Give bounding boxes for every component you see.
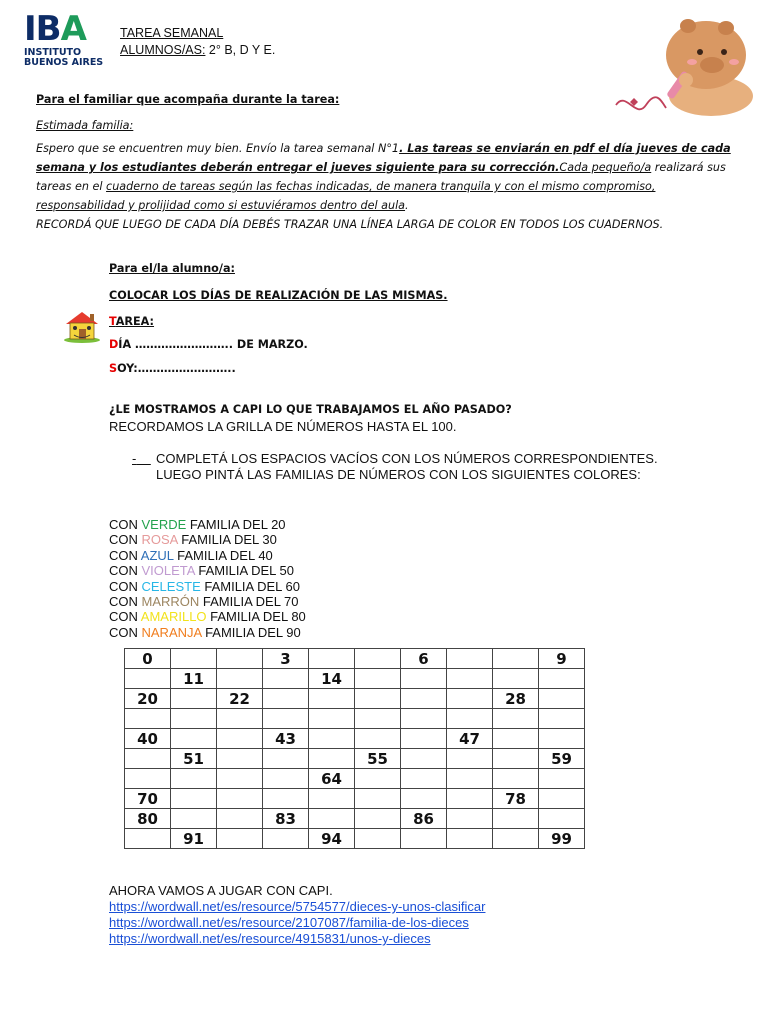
color-prefix: CON (109, 563, 142, 579)
grid-cell-empty[interactable] (263, 669, 309, 689)
grid-cell-empty[interactable] (309, 749, 355, 769)
color-family-row (109, 532, 306, 547)
grid-row (125, 729, 585, 749)
family-heading: Para el familiar que acompaña durante la tarea: (36, 93, 340, 106)
wordwall-link-2[interactable]: https://wordwall.net/es/resource/2107087/familia-de-los-dieces (109, 915, 469, 930)
capybara-illustration (606, 10, 756, 122)
color-family-row (109, 594, 306, 609)
grid-cell-empty[interactable] (125, 749, 171, 769)
grid-cell-empty[interactable] (493, 729, 539, 749)
grid-cell-number: 3 (263, 649, 309, 669)
grid-cell-empty[interactable] (401, 789, 447, 809)
intro-part7: responsabilidad y prolijidad como si estuviéramos dentro del aula (36, 199, 406, 212)
grid-row (125, 829, 585, 849)
grid-cell-number: 99 (539, 829, 585, 849)
color-prefix: CON (109, 624, 142, 640)
grid-cell-empty[interactable] (309, 649, 355, 669)
students-value: 2° B, D Y E. (205, 43, 276, 57)
grid-cell-empty[interactable] (355, 669, 401, 689)
tarea-label: AREA: (115, 315, 155, 328)
grid-cell-empty[interactable] (171, 709, 217, 729)
dia-line (109, 338, 308, 351)
color-family-row (109, 563, 306, 578)
color-family-label: FAMILIA DEL 50 (194, 563, 294, 579)
bullet-marker: - (132, 451, 137, 466)
grid-cell-empty[interactable] (493, 749, 539, 769)
color-family-label: FAMILIA DEL 80 (206, 609, 306, 625)
instruction-paint: LUEGO PINTÁ LAS FAMILIAS DE NÚMEROS CON LOS SIGUIENTES COLORES: (156, 467, 641, 482)
color-family-label: FAMILIA DEL 60 (200, 578, 300, 594)
grid-cell-empty[interactable] (493, 769, 539, 789)
color-prefix: CON (109, 517, 142, 532)
grid-cell-empty[interactable] (447, 669, 493, 689)
intro-part4: realizará sus tareas en el (36, 161, 726, 193)
grid-cell-number: 20 (125, 689, 171, 709)
grid-cell-empty[interactable] (171, 689, 217, 709)
grid-cell-empty[interactable] (263, 709, 309, 729)
color-prefix: CON (109, 609, 141, 625)
family-intro-paragraph (36, 139, 736, 215)
grid-cell-empty[interactable] (355, 829, 401, 849)
grid-cell-number: 55 (355, 749, 401, 769)
house-icon (60, 308, 104, 344)
intro-part3: Cada pequeño/a (559, 161, 652, 174)
grid-cell-empty[interactable] (401, 709, 447, 729)
tarea-initial: T (109, 315, 116, 328)
color-families-list (109, 517, 306, 640)
grid-cell-empty[interactable] (263, 829, 309, 849)
color-family-label: FAMILIA DEL 20 (186, 517, 286, 532)
grid-cell-empty[interactable] (447, 709, 493, 729)
grid-cell-number: 43 (263, 729, 309, 749)
wordwall-link-1[interactable]: https://wordwall.net/es/resource/5754577/dieces-y-unos-clasificar (109, 899, 486, 914)
dia-label: ÍA …………………….. DE MARZO. (118, 338, 308, 351)
color-name: AMARILLO (140, 609, 207, 625)
grid-cell-empty[interactable] (217, 749, 263, 769)
tarea-line (109, 315, 154, 328)
question-heading: ¿LE MOSTRAMOS A CAPI LO QUE TRABAJAMOS EL AÑO PASADO? (109, 403, 512, 416)
grid-cell-empty[interactable] (355, 709, 401, 729)
color-family-row (109, 517, 306, 532)
grid-cell-empty[interactable] (539, 669, 585, 689)
grid-cell-empty[interactable] (447, 749, 493, 769)
grid-cell-empty[interactable] (539, 809, 585, 829)
grid-cell-empty[interactable] (355, 729, 401, 749)
soy-line (109, 362, 236, 375)
grid-cell-empty[interactable] (401, 669, 447, 689)
grid-cell-empty[interactable] (539, 729, 585, 749)
grid-cell-empty[interactable] (217, 649, 263, 669)
logo-mark: IBA (24, 9, 86, 49)
grid-cell-empty[interactable] (493, 669, 539, 689)
grid-cell-empty[interactable] (125, 669, 171, 689)
grid-cell-empty[interactable] (171, 729, 217, 749)
grid-row (125, 749, 585, 769)
color-name: NARANJA (141, 624, 202, 640)
soy-label: OY:…………………….. (117, 362, 236, 375)
grid-cell-empty[interactable] (263, 689, 309, 709)
wordwall-link-3[interactable]: https://wordwall.net/es/resource/4915831/unos-y-dieces (109, 931, 431, 946)
grid-cell-empty[interactable] (171, 649, 217, 669)
recall-text: RECORDAMOS LA GRILLA DE NÚMEROS HASTA EL 100. (109, 419, 457, 434)
color-name: AZUL (140, 547, 174, 563)
grid-cell-empty[interactable] (401, 749, 447, 769)
grid-cell-empty[interactable] (401, 829, 447, 849)
grid-cell-empty[interactable] (355, 769, 401, 789)
grid-cell-number: 6 (401, 649, 447, 669)
grid-cell-empty[interactable] (355, 649, 401, 669)
grid-cell-number: 0 (125, 649, 171, 669)
family-greeting: Estimada familia: (36, 119, 134, 132)
grid-cell-empty[interactable] (125, 829, 171, 849)
intro-part5: cuaderno de tareas según las fechas indicadas, de manera tranquila y con el mismo compromiso, (106, 180, 656, 193)
grid-cell-empty[interactable] (309, 689, 355, 709)
grid-cell-empty[interactable] (447, 689, 493, 709)
grid-cell-empty[interactable] (309, 809, 355, 829)
color-name: MARRÓN (141, 594, 200, 610)
students-line (120, 43, 275, 57)
grid-cell-empty[interactable] (217, 769, 263, 789)
grid-row (125, 649, 585, 669)
color-family-row (109, 548, 306, 563)
grid-cell-empty[interactable] (539, 769, 585, 789)
grid-row (125, 789, 585, 809)
color-prefix: CON (109, 547, 141, 563)
grid-row (125, 709, 585, 729)
grid-row (125, 809, 585, 829)
grid-cell-empty[interactable] (263, 789, 309, 809)
iba-logo (24, 9, 124, 72)
color-prefix: CON (109, 578, 142, 594)
grid-cell-empty[interactable] (493, 709, 539, 729)
soy-initial: S (109, 362, 118, 375)
grid-row (125, 669, 585, 689)
grid-cell-empty[interactable] (309, 729, 355, 749)
grid-cell-empty[interactable] (309, 709, 355, 729)
grid-cell-empty[interactable] (309, 789, 355, 809)
logo-line1: INSTITUTO (24, 47, 82, 58)
grid-cell-number: 11 (171, 669, 217, 689)
grid-cell-number: 91 (171, 829, 217, 849)
grid-cell-empty[interactable] (401, 729, 447, 749)
grid-cell-empty[interactable] (493, 649, 539, 669)
color-family-row (109, 579, 306, 594)
days-instruction: COLOCAR LOS DÍAS DE REALIZACIÓN DE LAS MISMAS. (109, 289, 448, 302)
grid-cell-empty[interactable] (171, 769, 217, 789)
grid-cell-number: 78 (493, 789, 539, 809)
reminder-text: RECORDÁ QUE LUEGO DE CADA DÍA DEBÉS TRAZAR UNA LÍNEA LARGA DE COLOR EN TODOS LOS CUADERNOS. (36, 218, 664, 231)
logo-line2: BUENOS AIRES (24, 57, 104, 68)
grid-cell-empty[interactable] (539, 689, 585, 709)
grid-cell-empty[interactable] (171, 789, 217, 809)
instruction-complete: COMPLETÁ LOS ESPACIOS VACÍOS CON LOS NÚMEROS CORRESPONDIENTES. (156, 451, 658, 466)
grid-cell-number: 9 (539, 649, 585, 669)
color-family-label: FAMILIA DEL 90 (201, 624, 301, 640)
grid-cell-empty[interactable] (355, 689, 401, 709)
grid-cell-empty[interactable] (447, 769, 493, 789)
grid-cell-empty[interactable] (355, 789, 401, 809)
grid-cell-number: 70 (125, 789, 171, 809)
dia-initial: D (109, 338, 119, 351)
grid-cell-empty[interactable] (125, 709, 171, 729)
play-text: AHORA VAMOS A JUGAR CON CAPI. (109, 883, 333, 898)
color-name: VERDE (141, 517, 187, 532)
grid-cell-empty[interactable] (447, 829, 493, 849)
grid-cell-empty[interactable] (447, 649, 493, 669)
grid-cell-empty[interactable] (263, 769, 309, 789)
grid-row (125, 689, 585, 709)
grid-cell-empty[interactable] (447, 789, 493, 809)
student-heading: Para el/la alumno/a: (109, 262, 235, 275)
grid-cell-empty[interactable] (217, 829, 263, 849)
grid-cell-number: 14 (309, 669, 355, 689)
grid-cell-empty[interactable] (493, 809, 539, 829)
intro-part2: . Las tareas se enviarán en pdf el día jueves de cada semana y los estudiantes deberán entregar el jueves siguiente para su corrección. (36, 142, 731, 174)
grid-cell-empty[interactable] (217, 789, 263, 809)
grid-cell-empty[interactable] (217, 729, 263, 749)
color-family-row (109, 609, 306, 624)
number-grid (124, 648, 585, 849)
color-name: VIOLETA (141, 563, 195, 579)
color-family-label: FAMILIA DEL 40 (173, 547, 273, 563)
grid-cell-number: 80 (125, 809, 171, 829)
grid-cell-empty[interactable] (217, 669, 263, 689)
grid-cell-empty[interactable] (493, 829, 539, 849)
grid-cell-number: 83 (263, 809, 309, 829)
grid-cell-empty[interactable] (539, 709, 585, 729)
grid-cell-number: 22 (217, 689, 263, 709)
grid-cell-number: 59 (539, 749, 585, 769)
grid-cell-empty[interactable] (355, 809, 401, 829)
grid-cell-number: 86 (401, 809, 447, 829)
grid-cell-empty[interactable] (125, 769, 171, 789)
grid-cell-number: 94 (309, 829, 355, 849)
grid-cell-number: 40 (125, 729, 171, 749)
grid-cell-empty[interactable] (217, 809, 263, 829)
students-label: ALUMNOS/AS: (120, 43, 206, 57)
grid-cell-empty[interactable] (217, 709, 263, 729)
intro-part1: Espero que se encuentren muy bien. Envío la tarea semanal N°1 (36, 142, 400, 155)
color-family-row (109, 625, 306, 640)
grid-cell-empty[interactable] (447, 809, 493, 829)
grid-cell-empty[interactable] (401, 769, 447, 789)
grid-cell-empty[interactable] (171, 809, 217, 829)
color-name: CELESTE (141, 578, 201, 594)
grid-cell-number: 51 (171, 749, 217, 769)
grid-cell-number: 64 (309, 769, 355, 789)
page-title: TAREA SEMANAL (120, 26, 224, 40)
grid-cell-number: 28 (493, 689, 539, 709)
color-prefix: CON (109, 532, 142, 548)
grid-cell-empty[interactable] (539, 789, 585, 809)
color-name: ROSA (141, 532, 178, 548)
color-prefix: CON (109, 594, 142, 610)
color-family-label: FAMILIA DEL 70 (199, 594, 299, 610)
intro-part8: . (405, 199, 409, 212)
color-family-label: FAMILIA DEL 30 (177, 532, 277, 548)
grid-cell-number: 47 (447, 729, 493, 749)
grid-row (125, 769, 585, 789)
grid-cell-empty[interactable] (263, 749, 309, 769)
grid-cell-empty[interactable] (401, 689, 447, 709)
